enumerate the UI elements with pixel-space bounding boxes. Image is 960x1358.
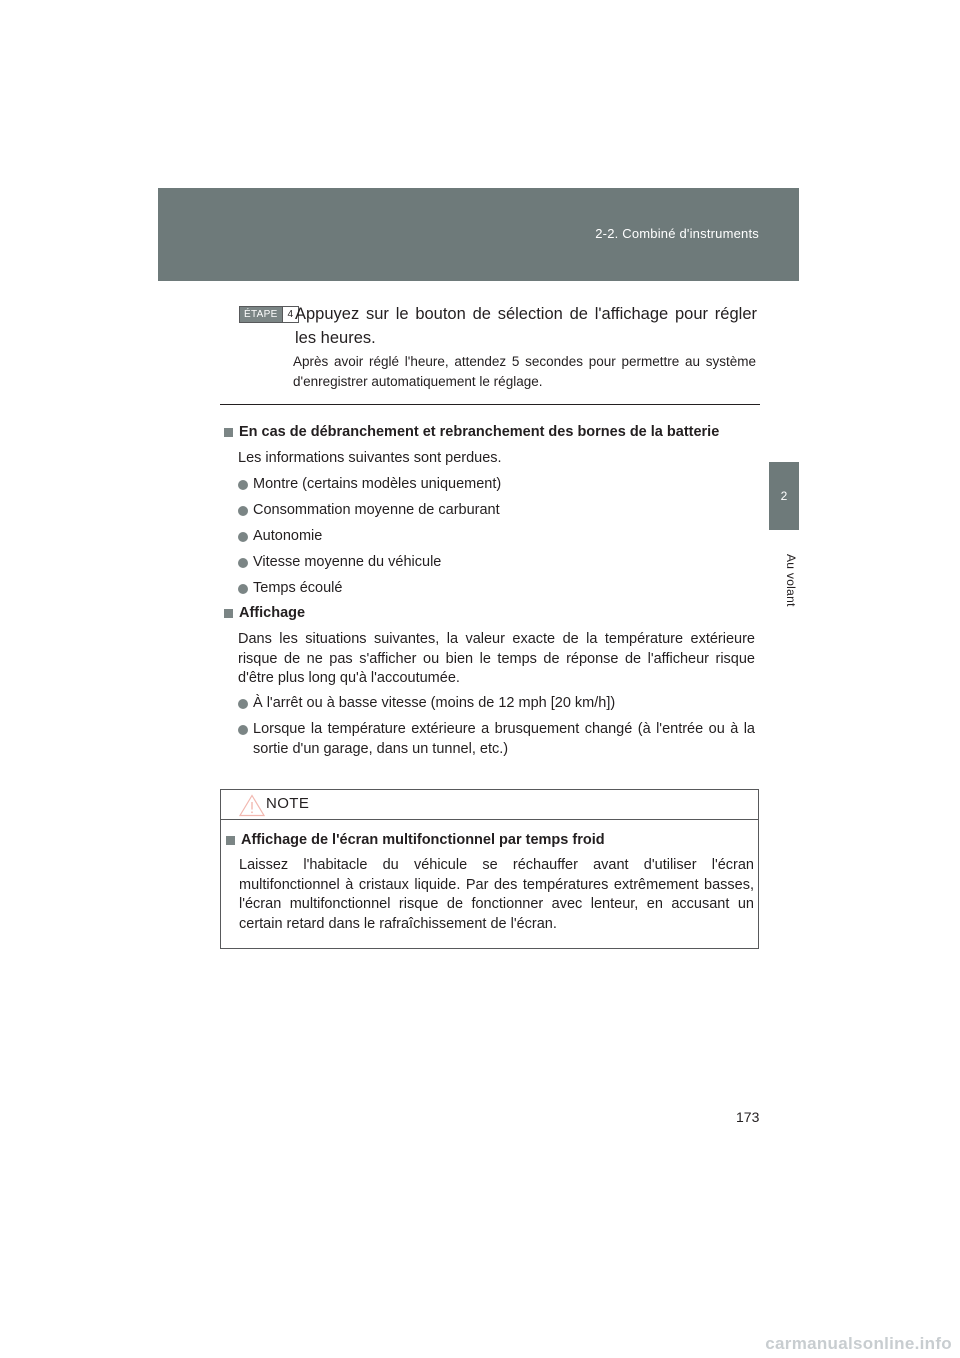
note-body: Laissez l'habitacle du véhicule se réchauffer avant d'utiliser l'écran multifonctionnel à cristaux liquide. Par des températures extrêmement basses, l'écran multifonctionnel risque de fonctionner avec lenteur, en accusant un certain retard dans le rafraîchissement de l'écran. — [239, 857, 754, 932]
watermark-link[interactable]: carmanualsonline.info — [765, 1334, 952, 1353]
note-label: NOTE — [266, 795, 310, 812]
list-item-text: Lorsque la température extérieure a brusquement changé (à l'entrée ou à la sortie d'un garage, dans un tunnel, etc.) — [253, 721, 755, 757]
circle-bullet-icon — [238, 506, 248, 516]
circle-bullet-icon — [238, 584, 248, 594]
list-item — [238, 527, 755, 547]
step-badge — [239, 306, 299, 323]
chapter-label: Au volant — [784, 553, 798, 607]
circle-bullet-icon — [238, 558, 248, 568]
section-title: 2-2. Combiné d'instruments — [595, 226, 759, 241]
list-item — [238, 720, 755, 759]
circle-bullet-icon — [238, 699, 248, 709]
chapter-tab — [769, 462, 799, 530]
circle-bullet-icon — [238, 480, 248, 490]
step-badge-word: ÉTAPE — [240, 307, 282, 322]
list-item-text: Montre (certains modèles uniquement) — [253, 476, 502, 492]
note-box — [220, 789, 759, 949]
section-divider — [220, 404, 760, 405]
chapter-number: 2 — [780, 489, 788, 503]
section-intro: Les informations suivantes sont perdues. — [238, 450, 502, 466]
list-item — [238, 501, 755, 521]
header-band — [158, 188, 799, 281]
list-item-text: Autonomie — [253, 528, 323, 544]
list-item — [238, 579, 755, 599]
heading-text: Affichage — [239, 605, 306, 621]
note-header — [221, 790, 758, 820]
section-heading — [224, 424, 719, 440]
step-badge-number: 4 — [282, 307, 299, 322]
note-heading-text: Affichage de l'écran multifonctionnel par temps froid — [241, 832, 605, 848]
list-item-text: Temps écoulé — [253, 580, 343, 596]
section-heading — [224, 605, 305, 621]
square-bullet-icon — [224, 428, 233, 437]
step-description: Après avoir réglé l'heure, attendez 5 secondes pour permettre au système d'enregistrer automatiquement le réglage. — [293, 354, 756, 389]
square-bullet-icon — [224, 609, 233, 618]
list-item — [238, 553, 755, 573]
page-number: 173 — [736, 1109, 760, 1125]
step-title: Appuyez sur le bouton de sélection de l'affichage pour régler les heures. — [295, 305, 757, 347]
heading-text: En cas de débranchement et rebranchement des bornes de la batterie — [239, 424, 720, 440]
list-item — [238, 694, 755, 714]
warning-triangle-icon — [239, 794, 265, 817]
circle-bullet-icon — [238, 532, 248, 542]
list-item-text: À l'arrêt ou à basse vitesse (moins de 12 mph [20 km/h]) — [253, 695, 616, 711]
list-item-text: Consommation moyenne de carburant — [253, 502, 500, 518]
section-intro: Dans les situations suivantes, la valeur exacte de la température extérieure risque de ne pas s'afficher ou bien le temps de réponse de l'afficheur risque d'être plus long qu'à l'accoutumée. — [238, 631, 755, 686]
list-item — [238, 475, 755, 495]
circle-bullet-icon — [238, 725, 248, 735]
list-item-text: Vitesse moyenne du véhicule — [253, 554, 442, 570]
note-heading — [226, 832, 605, 848]
square-bullet-icon — [226, 836, 235, 845]
